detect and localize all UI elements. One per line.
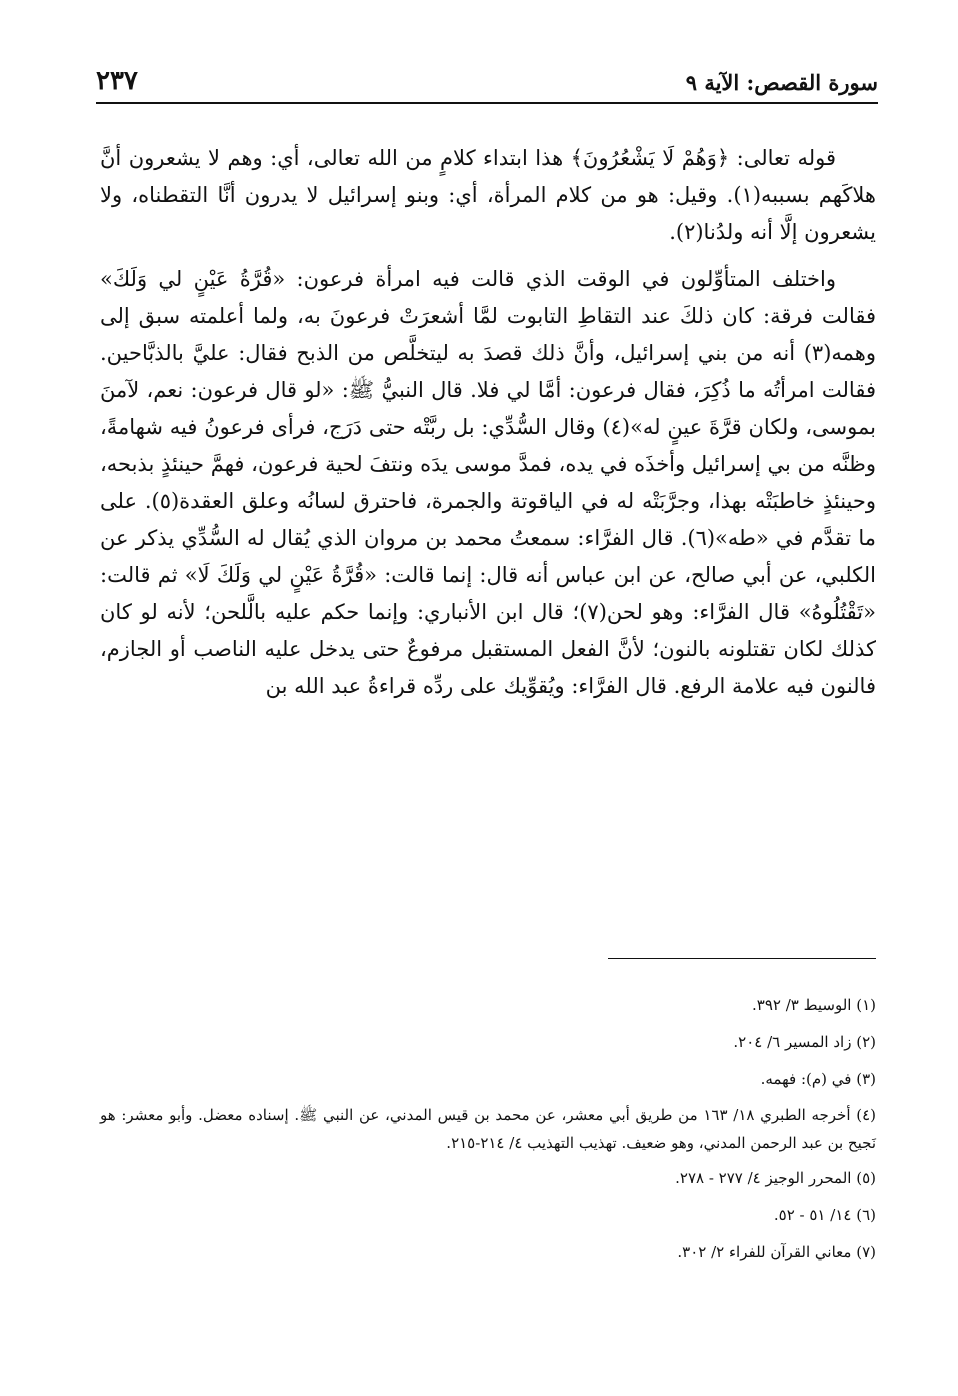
footnote-3: (٣) في (م): فهمه.	[760, 1070, 876, 1088]
main-text	[100, 140, 876, 715]
surah-title: سورة القصص: الآية ٩	[685, 70, 878, 95]
footnote-2: (٢) زاد المسير ٦/ ٢٠٤.	[733, 1033, 876, 1051]
footnote-7: (٧) معاني القرآن للفراء ٢/ ٣٠٢.	[677, 1243, 876, 1261]
paragraph-1: قوله تعالى: ﴿وَهُمْ لَا يَشْعُرُونَ﴾ هذا ابتداء كلامٍ من الله تعالى، أي: وهم لا يشعرون أنَّ هلاكَهم بسببه(١). وقيل: هو من كلام المرأة، أي: وبنو إسرائيل لا يدرون أنَّا التقطناه، ولا يشعرون إلَّا أنه ولدُنا(٢).	[100, 146, 877, 244]
footnote-4: (٤) أخرجه الطبري ١٨/ ١٦٣ من طريق أبي معشر، عن محمد بن قيس المدني، عن النبي ﷺ. إسناده معضل. وأبو معشر: هو نَجيح بن عبد الرحمن المدني، وهو ضعيف. تهذيب التهذيب ٤/ ٢١٤-٢١٥.	[100, 1106, 876, 1152]
footnote-divider	[608, 958, 876, 959]
footnote-6: (٦) ١٤/ ٥١ - ٥٢.	[773, 1206, 876, 1224]
header-divider	[96, 102, 878, 104]
running-header	[96, 52, 878, 96]
footnote-1: (١) الوسيط ٣/ ٣٩٢.	[752, 996, 876, 1014]
paragraph-2: واختلف المتأوِّلون في الوقت الذي قالت فيه امرأة فرعون: «قُرَّةُ عَيْنٍ لي وَلَكَ» فقالت فرقة: كان ذلكَ عند التقاطِ التابوت لمَّا أشعرَتْ فرعونَ به، ولما أعلمته سبق إلى وهمه(٣) أنه من بني إسرائيل، وأنَّ ذلك قصدَ به ليتخلَّص من الذبح فقال: عليَّ بالذبَّاحين. فقالت امرأتُه ما ذُكِرَ، فقال فرعون: أمَّا لي فلا. قال النبيُّ ﷺ: «لو قال فرعون: نعم، لآمنَ بموسى، ولكان قرَّةَ عينٍ له»(٤) وقال السُّدِّي: بل ربَّتْه حتى دَرَج، فرأى فرعونُ فيه شهامةً، وظنَّه من بي إسرائيل وأخذَه في يده، فمدَّ موسى يدَه ونتفَ لحية فرعون، فهمَّ حينئذٍ بذبحه، وحينئذٍ خاطبَتْه بهذا، وجرَّبَتْه له في الياقوتة والجمرة، فاحترق لسانُه وعلق العقدة(٥). على ما تقدَّم في «طه»(٦). قال الفرَّاء: سمعتُ محمد بن مروان الذي يُقال له السُّدِّي يذكر عن الكلبي، عن أبي صالح، عن ابن عباس أنه قال: إنما قالت: «قُرَّةُ عَيْنٍ لي وَلَكَ لَا» ثم قالت: «تَقْتُلُوهُ» قال الفرَّاء: وهو لحن(٧)؛ قال ابن الأنباري: وإنما حكم عليه بالَّلحن؛ لأنه لو كان كذلك لكان تقتلونه بالنون؛ لأنَّ الفعل المستقبل مرفوعٌ حتى يدخل عليه الناصب أو الجازم، فالنون فيه علامة الرفع. قال الفرَّاء: ويُقوِّيك على ردِّه قراءةُ عبد الله بن	[100, 267, 877, 698]
footnote-5: (٥) المحرر الوجيز ٤/ ٢٧٧ - ٢٧٨.	[675, 1169, 876, 1187]
footnotes-list	[100, 990, 876, 1274]
page-number: ٢٣٧	[96, 66, 138, 96]
